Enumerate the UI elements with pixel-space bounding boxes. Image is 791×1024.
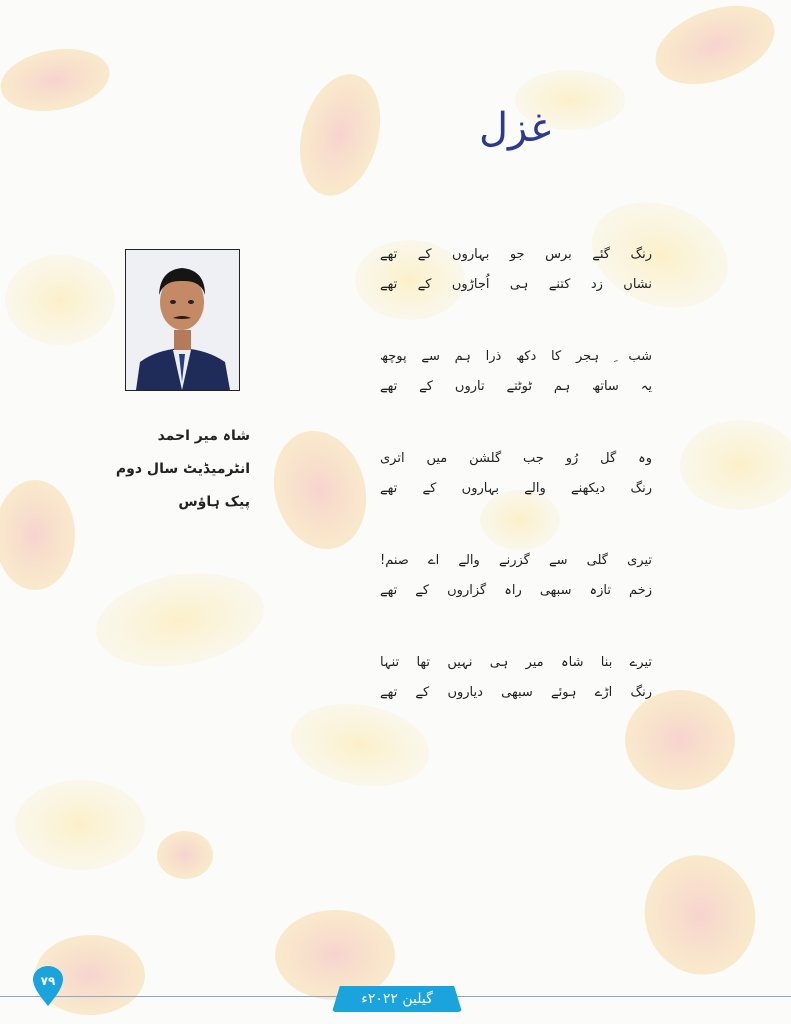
poem-line: نشاں زد کتنے ہی اُجاڑوں کے تھے	[380, 277, 652, 292]
poem-line: رنگ دیکھنے والے بہاروں کے تھے	[380, 481, 652, 496]
poem-line: زخم تازہ سبھی راہ گزاروں کے تھے	[380, 583, 652, 598]
author-name: شاہ میر احمد	[157, 428, 250, 444]
stanza	[380, 546, 652, 606]
poem-line: یہ ساتھ ہم ٹوٹتے تاروں کے تھے	[380, 379, 652, 394]
poem-line: تیری گلی سے گزرنے والے اے صنم!	[380, 553, 652, 568]
stanza	[380, 240, 652, 300]
author-photo	[125, 249, 240, 391]
author-block	[110, 420, 250, 519]
poem-line: تیرے بنا شاہ میر ہی نہیں تھا تنہا	[380, 655, 652, 670]
poem	[380, 240, 652, 750]
poem-line: وہ گل رُو جب گلشن میں اتری	[380, 451, 652, 466]
page-number: ۷۹	[40, 974, 56, 988]
magazine-name: گیلین ۲۰۲۲ء	[361, 991, 433, 1007]
stanza	[380, 444, 652, 504]
author-house: پیک ہاؤس	[178, 494, 250, 510]
stanza	[380, 342, 652, 402]
page-title: غزل	[478, 105, 552, 151]
stanza	[380, 648, 652, 708]
poem-line: رنگ اڑے ہوئے سبھی دیاروں کے تھے	[380, 685, 652, 700]
poem-line: رنگ گئے برس جو بہاروں کے تھے	[380, 247, 652, 262]
author-class: انٹرمیڈیٹ سال دوم	[115, 461, 250, 477]
poem-line: شب ِ ہجر کا دکھ ذرا ہم سے پوچھ	[380, 349, 652, 364]
